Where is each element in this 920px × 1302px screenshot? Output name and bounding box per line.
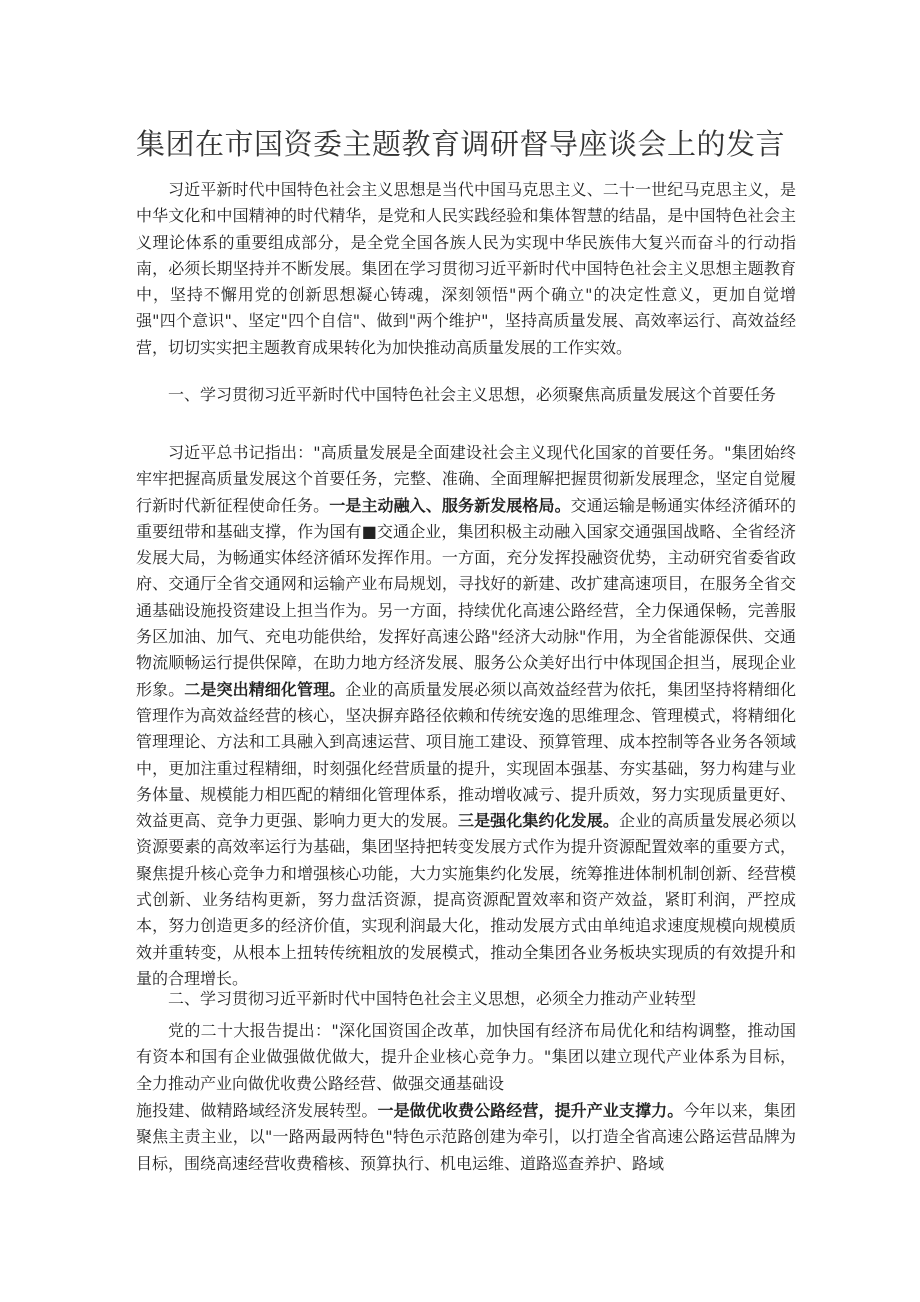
section-1-point-1: 一是主动融入、服务新发展格局。 — [329, 495, 571, 515]
section-2-text-a: 施投建、做精路域经济发展转型。 — [136, 1101, 378, 1120]
document-title: 集团在市国资委主题教育调研督导座谈会上的发言 — [136, 127, 786, 161]
section-1-text-c: 交通运输是畅通实体经济循环的重要纽带和基础支撑，作为国有■交通企业，集团积极主动融入国家交通强国战略、全省经济发展大局，为畅通实体经济循环发挥作用。一方面，充分发挥投融资优势，主动研究省委省政府、交通厅全省交通网和运输产业布局规划，寻找好的新建、改扩建高速项目，在服务全省交通基础设施投资建设上担当作为。另一方面，持续优化高速公路经营，全力保通保畅，完善服务区加油、加气、充电功能供给，发挥好高速公路"经济大动脉"作用，为全省能源保供、交通物流顺畅运行提供保障，在助力地方经济发展、服务公众美好出行中体现国企担当，展现企业形象。 — [136, 495, 796, 699]
section-1-text-e: 企业的高质量发展必须以资源要素的高效率运行为基础，集团坚持把转变发展方式作为提升资源配置效率的重要方式，聚焦提升核心竞争力和增强核心功能，大力实施集约化发展，统筹推进体制机制创新、经营模式创新、业务结构更新，努力盘活资源，提高资源配置效率和资产效益，紧盯利润，严控成本，努力创造更多的经济价值，实现利润最大化，推动发展方式由单纯追求速度规模向规模质效并重转变，从根本上扭转传统粗放的发展模式，推动全集团各业务板块实现质的有效提升和量的合理增长。 — [136, 811, 796, 988]
section-1-point-2: 二是突出精细化管理。 — [184, 679, 346, 699]
section-2-text-c: 今年以来，集团聚焦主责主业，以"一路两最两特色"特色示范路创建为牵引，以打造全省高速公路运营品牌为目标，围绕高速经营收费稽核、预算执行、机电运维、道路巡查养护、路域 — [136, 1101, 796, 1173]
section-2-heading: 二、学习贯彻习近平新时代中国特色社会主义思想，必须全力推动产业转型 — [168, 989, 697, 1008]
section-1-text-d: 企业的高质量发展必须以高效益经营为依托，集团坚持将精细化管理作为高效益经营的核心，坚决摒弃路径依赖和传统安逸的思维理念、管理模式，将精细化管理理论、方法和工具融入到高速运营、项目施工建设、预算管理、成本控制等各业务各领域中，更加注重过程精细，时刻强化经营质量的提升，实现固本强基、夯实基础，努力构建与业务体量、规模能力相匹配的精细化管理体系，推动增收减亏、提升质效，努力实现质量更好、效益更高、竞争力更强、影响力更大的发展。 — [136, 679, 796, 831]
section-2-paragraph-1: 党的二十大报告提出："深化国资国企改革，加快国有经济布局优化和结构调整，推动国有资本和国有企业做强做优做大，提升企业核心竞争力。"集团以建立现代产业体系为目标，全力推动产业向做优收费公路经营、做强交通基础设 — [136, 1021, 796, 1093]
section-1-text-a: 习近平总书记指出："高质量发展是全面建设社会主义现代化国家的首要任务。"集团始终牢牢把握高质量发展这个首要任务，完整、准确、全面理解把握贯彻新发展理念，坚定自觉履行新时代新征程使命任务。 — [136, 443, 796, 515]
section-1-point-3: 三是强化集约化发展。 — [457, 811, 619, 831]
section-2-point-1: 一是做优收费公路经营，提升产业支撑力。 — [377, 1101, 684, 1120]
section-1-paragraph — [136, 440, 796, 992]
section-2-paragraph-2 — [136, 1098, 796, 1177]
intro-paragraph: 习近平新时代中国特色社会主义思想是当代中国马克思主义、二十一世纪马克思主义，是中华文化和中国精神的时代精华，是党和人民实践经验和集体智慧的结晶，是中国特色社会主义理论体系的重要组成部分，是全党全国各族人民为实现中华民族伟大复兴而奋斗的行动指南，必须长期坚持并不断发展。集团在学习贯彻习近平新时代中国特色社会主义思想主题教育中，坚持不懈用党的创新思想凝心铸魂，深刻领悟"两个确立"的决定性意义，更加自觉增强"四个意识"、坚定"四个自信"、做到"两个维护"，坚持高质量发展、高效率运行、高效益经营，切切实实把主题教育成果转化为加快推动高质量发展的工作实效。 — [136, 180, 796, 357]
section-1-heading: 一、学习贯彻习近平新时代中国特色社会主义思想，必须聚焦高质量发展这个首要任务 — [168, 385, 777, 404]
